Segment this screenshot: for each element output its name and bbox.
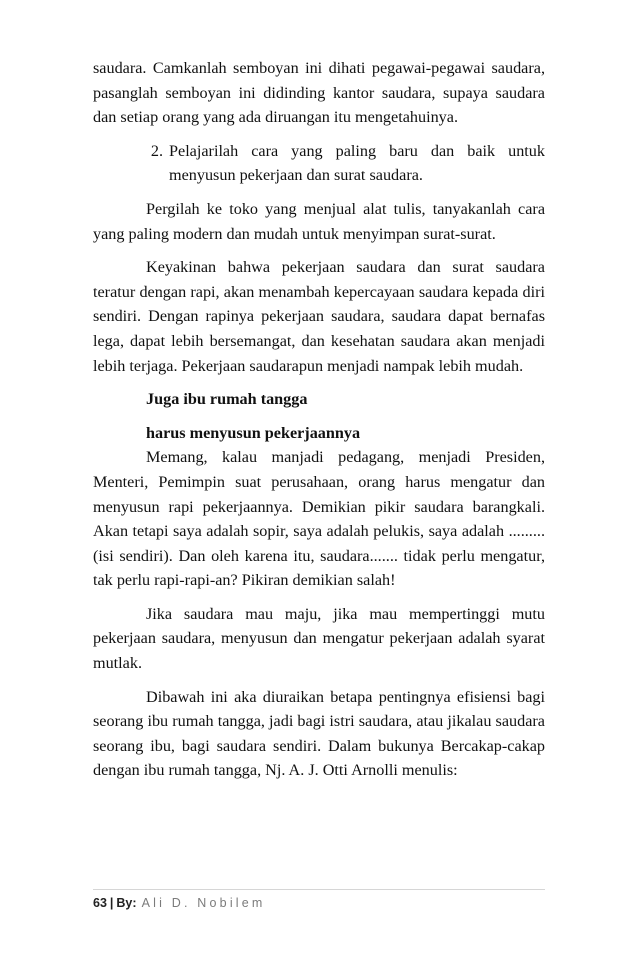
footer-author: Ali D. Nobilem xyxy=(141,896,266,910)
paragraph-3: Keyakinan bahwa pekerjaan saudara dan surat saudara teratur dengan rapi, akan menambah kepercayaan saudara kepada diri sendiri. Dengan rapinya pekerjaan saudara, saudara dapat bernafas lega, dapat lebih bersemangat, dan kesehatan saudara akan menjadi lebih terjaga. Pekerjaan saudarapun menjadi nampak lebih mudah. xyxy=(93,258,545,375)
section-heading-line-1: Juga ibu rumah tangga xyxy=(146,390,308,409)
paragraph-2: Pergilah ke toko yang menjual alat tulis, tanyakanlah cara yang paling modern dan mudah untuk menyimpan surat-surat. xyxy=(93,199,545,243)
paragraph-5: Jika saudara mau maju, jika mau mempertinggi mutu pekerjaan saudara, menyusun dan mengatur pekerjaan adalah syarat mutlak. xyxy=(93,604,545,673)
section-heading-line-2: harus menyusun pekerjaannya xyxy=(146,423,361,442)
page-footer xyxy=(93,896,266,910)
footer-separator: | xyxy=(109,896,114,910)
list-item-2 xyxy=(93,139,545,188)
paragraph-1: saudara. Camkanlah semboyan ini dihati pegawai-pegawai saudara, pasanglah semboyan ini didinding kantor saudara, supaya saudara dan setiap orang yang ada diruangan itu mengetahuinya. xyxy=(93,59,545,127)
paragraph-4: Memang, kalau manjadi pedagang, menjadi Presiden, Menteri, Pemimpin suat perusahaan, orang harus mengatur dan menyusun rapi pekerjaannya. Demikian pikir saudara barangkali. Akan tetapi saya adalah sopir, saya adalah pelukis, saya adalah ......... (isi sendiri). Dan oleh karena itu, saudara....... tidak perlu mengatur, tak perlu rapi-rapi-an? Pikiran demikian salah! xyxy=(93,448,545,590)
paragraph-6: Dibawah ini aka diuraikan betapa pentingnya efisiensi bagi seorang ibu rumah tangga, jadi bagi istri saudara, atau jikalau saudara seorang ibu, bagi saudara sendiri. Dalam bukunya Bercakap-cakap dengan ibu rumah tangga, Nj. A. J. Otti Arnolli menulis: xyxy=(93,687,545,780)
footer-divider xyxy=(93,889,545,890)
list-item-number: 2. xyxy=(150,141,163,160)
list-item-text: Pelajarilah cara yang paling baru dan baik untuk menyusun pekerjaan dan surat saudara. xyxy=(169,141,545,185)
page-number: 63 xyxy=(93,896,107,910)
page-body xyxy=(93,56,545,792)
footer-by-label: By: xyxy=(116,896,137,910)
